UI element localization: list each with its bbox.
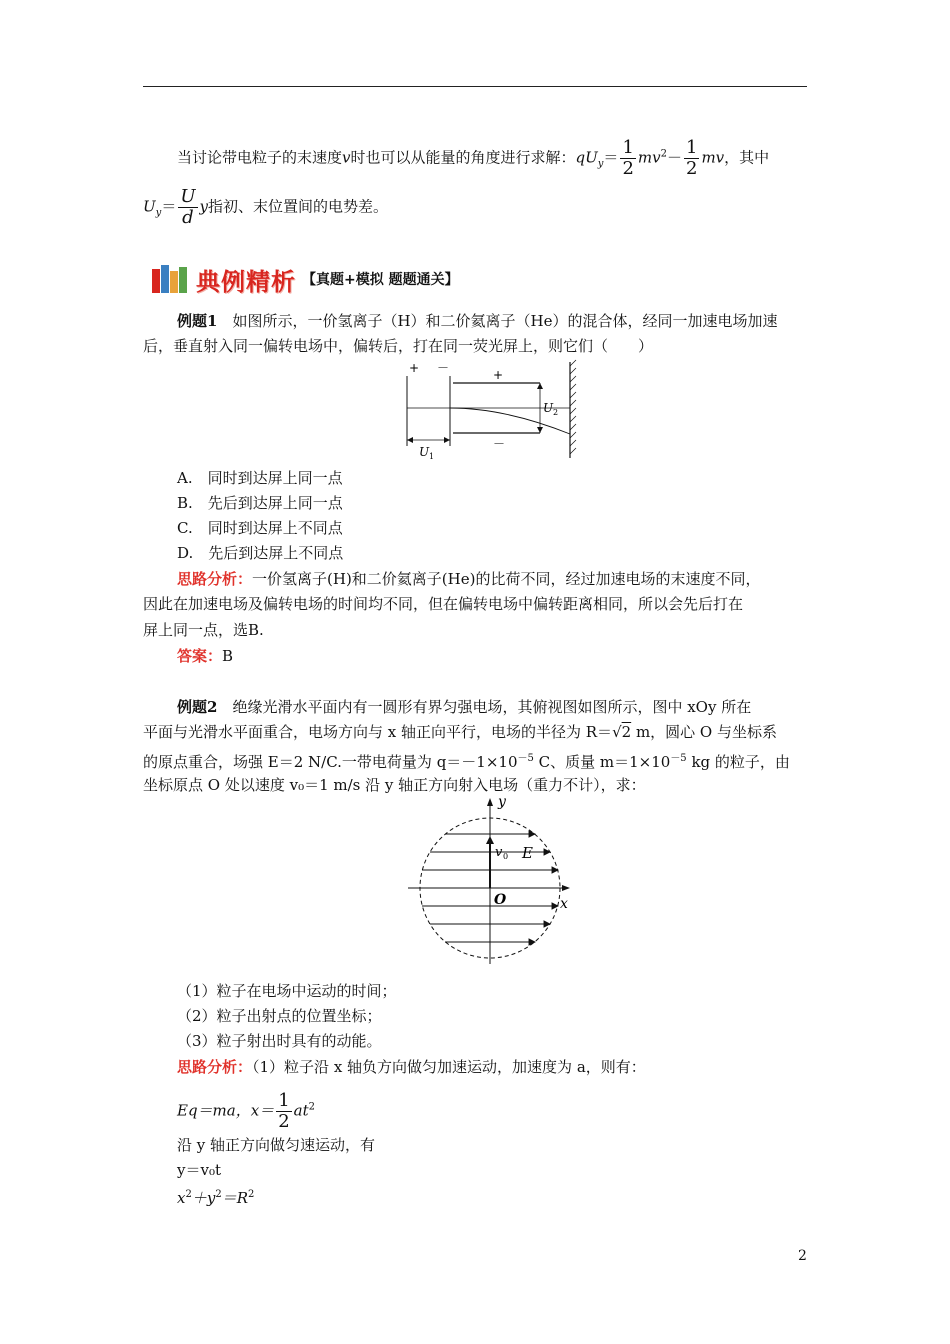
svg-text:0: 0 (503, 852, 509, 861)
equation-1: Eq＝ma，x＝ $\frac{1}{2}$ $at^2$ (177, 1090, 315, 1132)
half-fraction: $\frac{1}{2}$ (622, 137, 634, 179)
section-banner (150, 262, 459, 296)
option-b: B. 先后到达屏上同一点 (177, 494, 343, 512)
deflection-diagram (395, 358, 590, 462)
example2-line2: 平面与光滑水平面重合，电场方向与 x 轴正向平行，电场的半径为 R＝√2 m，圆心 O 与坐标系 (143, 723, 777, 741)
e-field-label: E (522, 844, 533, 862)
example2-line3: 的原点重合，场强 E＝2 N/C.一带电荷量为 $q=-1\times 10^{-5}$ C、质量 $m=1\times 10^{-5}$ kg 的粒子，由 (143, 753, 790, 771)
example1-line1: 例题1 如图所示，一价氢离子（H）和二价氦离子（He）的混合体，经同一加速电场加速 (177, 312, 778, 330)
option-d: D. 先后到达屏上不同点 (177, 544, 344, 562)
svg-text:2: 2 (553, 408, 559, 417)
origin-label: O (494, 892, 507, 908)
example2-line4: 坐标原点 O 处以速度 v₀＝1 m/s 沿 y 轴正方向射入电场（重力不计），求： (143, 776, 646, 794)
question-1: （1）粒子在电场中运动的时间； (177, 982, 397, 1000)
equation-3: $x^2+y^2=R^2$ (177, 1189, 255, 1207)
minus-sign-1: － (437, 361, 450, 375)
equation-2: y＝v₀t (177, 1161, 221, 1179)
option-c: C. 同时到达屏上不同点 (177, 519, 343, 537)
page-number: 2 (798, 1248, 807, 1264)
example2-analysis-line1: 思路分析：（1）粒子沿 x 轴负方向做匀加速运动，加速度为 a，则有： (177, 1058, 646, 1076)
books-icon (150, 263, 190, 295)
example1-analysis-line2: 因此在加速电场及偏转电场的时间均不同，但在偏转电场中偏转距离相同，所以会先后打在 (143, 595, 744, 613)
u2-label: U (543, 401, 554, 415)
option-a: A. 同时到达屏上同一点 (177, 469, 343, 487)
header-rule (143, 86, 807, 87)
question-2: （2）粒子出射点的位置坐标； (177, 1007, 382, 1025)
example1-analysis-line1: 思路分析：一价氢离子(H)和二价氦离子(He)的比荷不同，经过加速电场的末速度不同， (177, 570, 761, 588)
question-3: （3）粒子射出时具有的动能。 (177, 1032, 382, 1050)
plus-sign-2: + (493, 368, 504, 382)
x-axis-label: x (560, 896, 568, 912)
example1-line2: 后，垂直射入同一偏转电场中，偏转后，打在同一荧光屏上，则它们（ ） (143, 337, 654, 355)
half-fraction-3: $\frac{1}{2}$ (278, 1090, 290, 1132)
plus-sign-1: + (409, 361, 420, 375)
u-over-d-fraction: $\frac{U}{d}$ (180, 186, 196, 228)
uniform-motion-text: 沿 y 轴正方向做匀速运动，有 (177, 1136, 376, 1154)
v0-label: v (495, 845, 503, 860)
minus-sign-2: － (493, 437, 506, 451)
y-axis-label: y (498, 794, 506, 810)
sqrt-symbol: √2 (612, 723, 632, 741)
half-fraction-2: $\frac{1}{2}$ (685, 137, 698, 179)
banner-subtitle: 【真题+模拟 题题通关】 (302, 272, 459, 288)
energy-paragraph-line1: 当讨论带电粒子的末速度v时也可以从能量的角度进行求解：$qU_y=$ $\frac{1}{2}$ $mv^2-$ $\frac{1}{2}$ mv，其中 (177, 137, 770, 179)
energy-paragraph-line2: $U_y=$ $\frac{U}{d}$ y指初、末位置间的电势差。 (143, 186, 388, 228)
banner-title: 典例精析 (196, 267, 296, 296)
example1-answer: 答案：B (177, 647, 234, 665)
circular-field-diagram (404, 794, 576, 966)
u1-label: U (419, 445, 430, 459)
example1-analysis-line3: 屏上同一点，选B. (143, 621, 264, 639)
example2-line1: 例题2 绝缘光滑水平面内有一圆形有界匀强电场，其俯视图如图所示，图中 xOy 所在 (177, 698, 752, 716)
svg-text:1: 1 (429, 452, 435, 461)
